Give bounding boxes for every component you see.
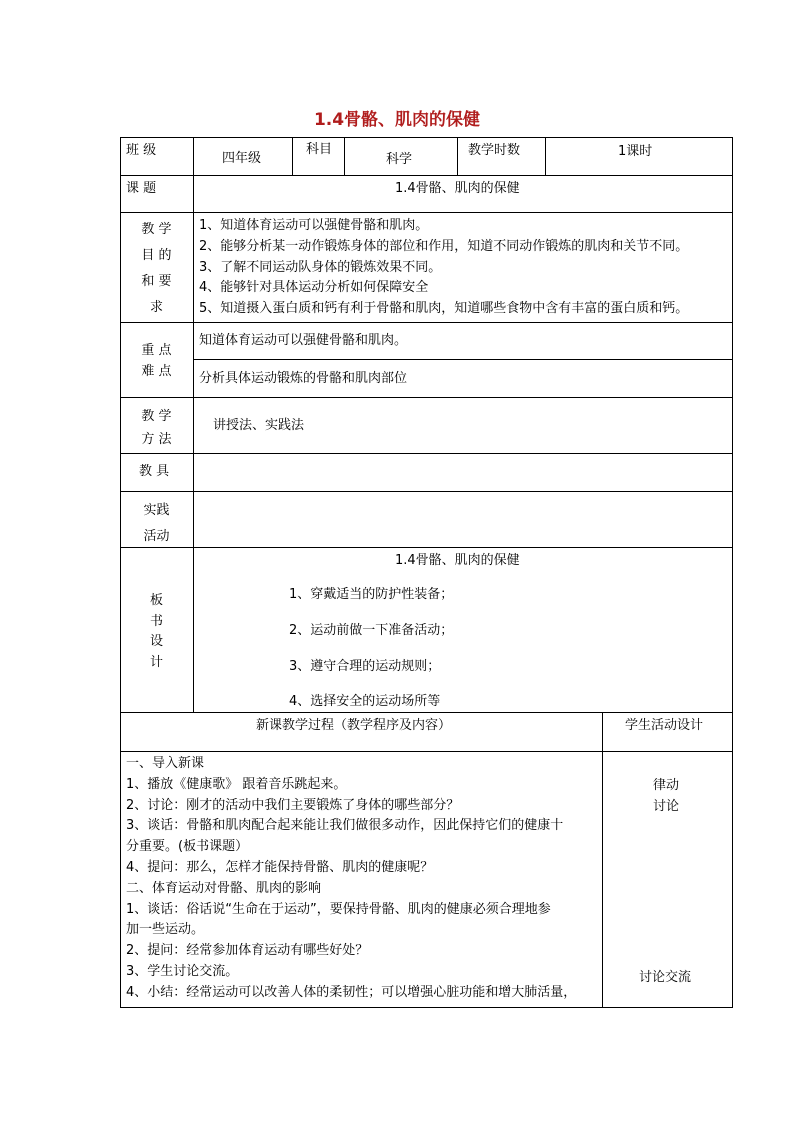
tools-label: 教 具 [139, 464, 170, 479]
process-line: 1、播放《健康歌》 跟着音乐跳起来。 [126, 776, 347, 792]
list-item: 3、了解不同运动队身体的锻炼效果不同。 [199, 259, 442, 275]
process-content [126, 754, 576, 1004]
method-value: 讲授法、实践法 [213, 418, 305, 433]
board-item: 4、选择安全的运动场所等 [289, 694, 441, 709]
activity-header: 学生活动设计 [625, 718, 704, 733]
activity-item: 律动 [653, 778, 680, 793]
board-label: 板 书 设 计 [149, 593, 163, 670]
process-line: 1、谈话：俗话说“生命在于运动”，要保持骨骼、肌肉的健康必须合理地参 [126, 901, 551, 917]
document-title: 1.4骨骼、肌肉的保健 [313, 110, 481, 130]
activity-item: 讨论交流 [639, 970, 692, 985]
key-points-label: 重 点 难 点 [141, 343, 172, 379]
topic-label: 课 题 [126, 181, 157, 196]
practice-label: 实践 活动 [143, 503, 170, 544]
subject-value: 科学 [386, 152, 413, 167]
list-item: 2、能够分析某一动作锻炼身体的部位和作用，知道不同动作锻炼的肌肉和关节不同。 [199, 238, 689, 254]
process-line: 加一些运动。 [126, 922, 205, 938]
method-label: 教 学 方 法 [141, 409, 172, 447]
grade-label: 班 级 [126, 143, 157, 158]
topic-value: 1.4骨骼、肌肉的保健 [395, 181, 520, 196]
list-item: 1、知道体育运动可以强健骨骼和肌肉。 [199, 218, 429, 233]
process-line: 3、谈话：骨骼和肌肉配合起来能让我们做很多动作，因此保持它们的健康十 [126, 818, 564, 834]
process-line: 4、小结：经常运动可以改善人体的柔韧性；可以增强心脏功能和增大肺活量， [126, 984, 577, 1000]
hours-label: 教学时数 [468, 143, 521, 158]
process-line: 2、提问：经常参加体育运动有哪些好处？ [126, 943, 369, 959]
activity-item: 讨论 [653, 799, 680, 814]
objectives-label: 教 学 目 的 和 要 求 [141, 222, 172, 315]
grade-value: 四年级 [222, 151, 262, 166]
objectives-list [199, 216, 688, 320]
process-line: 分重要。(板书课题） [126, 839, 249, 855]
process-header: 新课教学过程（教学程序及内容） [256, 718, 452, 733]
process-line: 3、学生讨论交流。 [126, 963, 239, 979]
list-item: 4、能够针对具体运动分析如何保障安全 [199, 280, 429, 296]
board-item: 1、穿戴适当的防护性装备； [289, 587, 454, 602]
board-item: 3、遵守合理的运动规则； [289, 659, 441, 674]
process-line: 二、体育运动对骨骼、肌肉的影响 [126, 880, 322, 896]
key-point-text: 知道体育运动可以强健骨骼和肌肉。 [199, 333, 408, 348]
difficult-point-text: 分析具体运动锻炼的骨骼和肌肉部位 [199, 371, 408, 386]
subject-label: 科目 [306, 142, 333, 157]
hours-value: 1课时 [618, 144, 653, 159]
process-line: 一、导入新课 [126, 756, 205, 771]
process-line: 4、提问：那么，怎样才能保持骨骼、肌肉的健康呢？ [126, 859, 434, 875]
board-heading: 1.4骨骼、肌肉的保健 [395, 553, 520, 568]
board-item: 2、运动前做一下准备活动； [289, 623, 454, 638]
process-line: 2、讨论：刚才的活动中我们主要锻炼了身体的哪些部分？ [126, 797, 460, 813]
list-item: 5、知道摄入蛋白质和钙有利于骨骼和肌肉，知道哪些食物中含有丰富的蛋白质和钙。 [199, 301, 689, 317]
